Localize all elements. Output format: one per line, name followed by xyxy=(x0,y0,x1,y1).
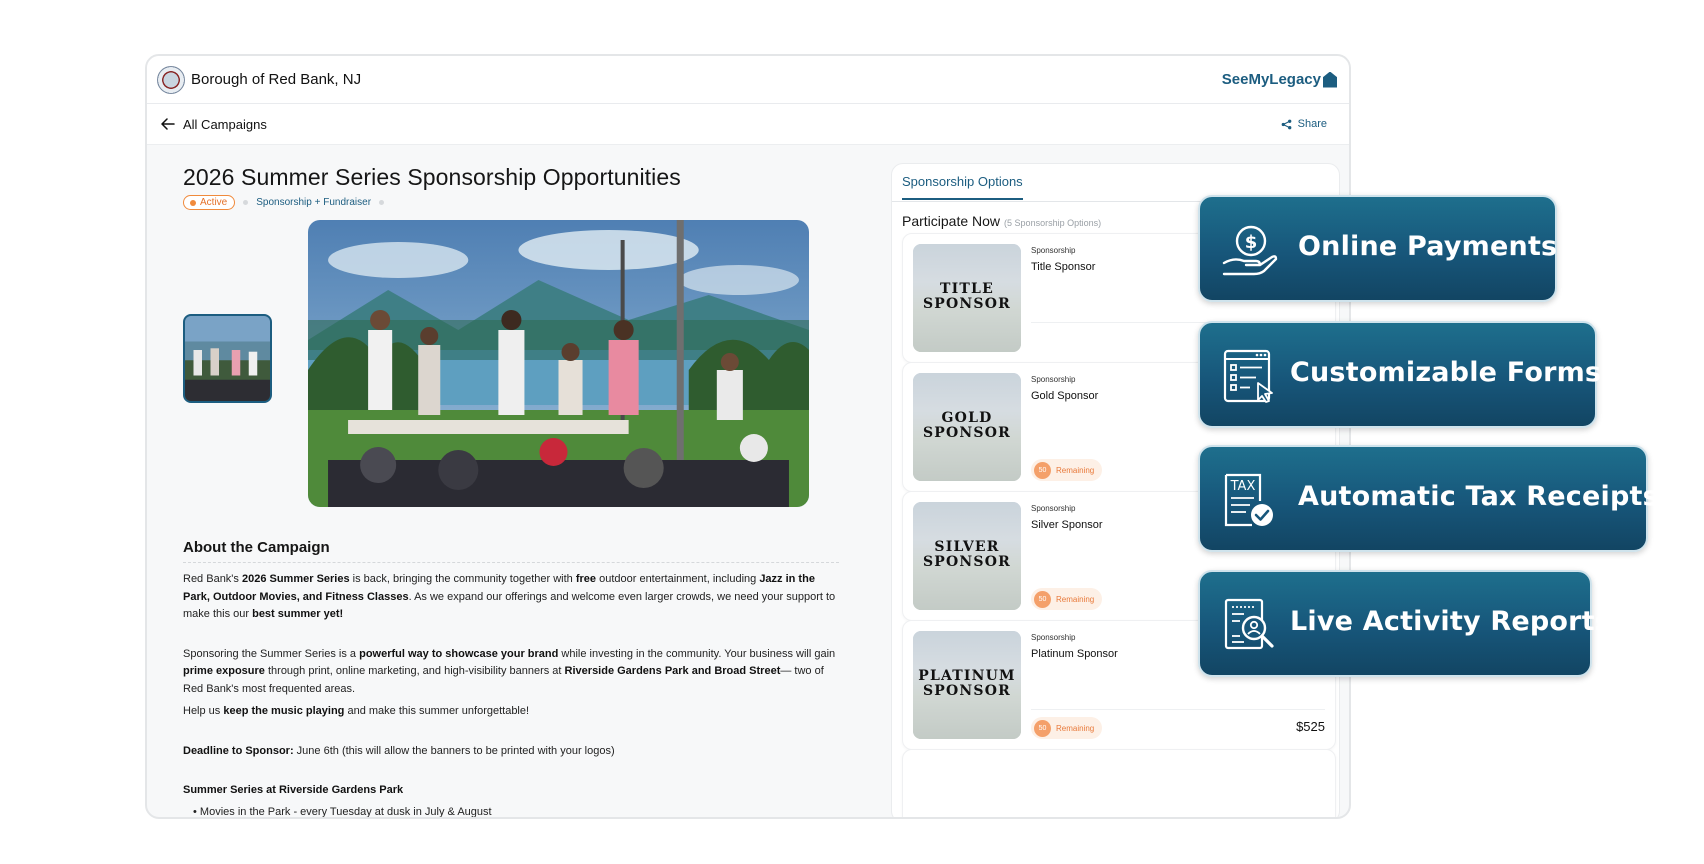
sponsor-price: $525 xyxy=(1296,719,1325,734)
about-paragraph-1 xyxy=(183,571,839,624)
image-text-line: TITLE xyxy=(940,281,994,297)
sponsor-image-text xyxy=(913,411,1021,441)
back-to-campaigns-link[interactable] xyxy=(161,117,267,132)
image-text-line: SPONSOR xyxy=(923,425,1011,441)
feature-customizable-forms xyxy=(1198,321,1602,428)
brand-name: SeeMyLegacy xyxy=(1221,71,1321,88)
sponsor-image xyxy=(913,373,1021,481)
thumbnail-photo xyxy=(185,316,270,401)
campaign-type: Sponsorship + Fundraiser xyxy=(256,197,372,208)
image-text-line: SPONSOR xyxy=(923,683,1011,699)
status-dot-icon xyxy=(190,200,196,206)
sponsor-image-text xyxy=(913,540,1021,570)
separator-dot xyxy=(243,200,248,205)
image-text-line: GOLD xyxy=(941,410,993,426)
sponsor-name: Title Sponsor xyxy=(1031,261,1096,273)
deadline-text xyxy=(183,743,839,761)
remaining-label: Remaining xyxy=(1056,723,1095,733)
participate-title: Participate Now xyxy=(902,213,1001,229)
remaining-badge xyxy=(1031,588,1102,610)
feature-label: Online Payments xyxy=(1298,231,1558,262)
tab-sponsorship-options[interactable]: Sponsorship Options xyxy=(902,174,1023,200)
borough-seal-icon xyxy=(157,66,185,94)
text-run: Red Bank's xyxy=(183,573,242,585)
remaining-count: 50 xyxy=(1034,720,1051,737)
form-cursor-icon xyxy=(1220,347,1278,405)
arrow-left-icon xyxy=(161,118,175,130)
house-icon xyxy=(1323,72,1337,88)
feature-tax-receipts xyxy=(1198,445,1659,552)
bold-run: best summer yet! xyxy=(252,608,344,620)
gallery-thumbnail[interactable] xyxy=(183,314,272,403)
separator-dot xyxy=(379,200,384,205)
sub-bar xyxy=(147,104,1349,145)
svg-text:TAX: TAX xyxy=(1230,479,1256,494)
share-icon xyxy=(1281,119,1292,130)
remaining-badge xyxy=(1031,717,1102,739)
image-text-line: SPONSOR xyxy=(923,554,1011,570)
text-run: through print, online marketing, and high-visibility banners at xyxy=(264,665,565,677)
text-run: Sponsoring the Summer Series is a xyxy=(183,647,360,660)
tax-receipt-icon xyxy=(1220,471,1278,529)
sponsor-kind: Sponsorship xyxy=(1031,504,1076,513)
hero-photo xyxy=(308,220,809,507)
sponsor-card-partial[interactable] xyxy=(902,749,1336,819)
remaining-badge xyxy=(1031,459,1102,481)
sponsor-name: Platinum Sponsor xyxy=(1031,648,1118,660)
sponsor-image xyxy=(913,244,1021,352)
org-name: Borough of Red Bank, NJ xyxy=(191,71,362,88)
feature-label: Customizable Forms xyxy=(1290,357,1602,388)
share-button[interactable] xyxy=(1281,118,1327,130)
share-label: Share xyxy=(1297,118,1327,130)
deadline-value: June 6th (this will allow the banners to be printed with your logos) xyxy=(293,744,615,757)
sponsor-kind: Sponsorship xyxy=(1031,246,1076,255)
bold-run: Jazz in the Park, Outdoor Movies, and Fitness Classes xyxy=(183,573,815,603)
hand-dollar-icon xyxy=(1220,221,1278,279)
bold-run: prime exposure xyxy=(183,665,265,677)
remaining-count: 50 xyxy=(1034,462,1051,479)
top-bar xyxy=(147,56,1349,104)
remaining-count: 50 xyxy=(1034,591,1051,608)
brand-logo[interactable] xyxy=(1222,71,1337,88)
list-item-text: Movies in the Park - every Tuesday at dusk in July & August xyxy=(199,805,492,818)
sponsor-image xyxy=(913,502,1021,610)
text-run: and make this summer unforgettable! xyxy=(344,705,530,717)
about-paragraph-3 xyxy=(183,703,839,721)
sponsor-image-text xyxy=(913,282,1021,312)
feature-activity-reports xyxy=(1198,570,1612,677)
feature-label: Live Activity Reports xyxy=(1290,606,1612,637)
image-text-line: SILVER xyxy=(934,539,1000,555)
about-title: About the Campaign xyxy=(183,539,330,556)
bold-run: 2026 Summer Series xyxy=(241,573,350,585)
text-run: outdoor entertainment, including xyxy=(596,573,760,585)
image-text-line: SPONSOR xyxy=(923,296,1011,312)
section-heading xyxy=(183,782,839,800)
feature-online-payments xyxy=(1198,195,1557,302)
about-section xyxy=(183,539,839,818)
sponsor-kind: Sponsorship xyxy=(1031,633,1076,642)
bold-run: Riverside Gardens Park and Broad Street xyxy=(564,665,781,677)
about-paragraph-2 xyxy=(183,646,839,699)
sponsor-image-text xyxy=(913,669,1021,699)
app-window xyxy=(145,54,1351,819)
sponsor-image xyxy=(913,631,1021,739)
deadline-label: Deadline to Sponsor: xyxy=(183,744,294,757)
campaign-meta xyxy=(183,195,839,210)
options-count: (5 Sponsorship Options) xyxy=(1004,218,1102,228)
campaign-details xyxy=(183,164,839,818)
text-run: is back, bringing the community together with xyxy=(349,573,576,585)
feature-label: Automatic Tax Receipts xyxy=(1298,481,1659,512)
card-divider xyxy=(1031,709,1325,710)
image-text-line: PLATINUM xyxy=(918,668,1016,684)
remaining-label: Remaining xyxy=(1056,465,1095,475)
about-divider xyxy=(183,562,839,563)
sponsor-name: Gold Sponsor xyxy=(1031,390,1099,402)
page-title: 2026 Summer Series Sponsorship Opportunities xyxy=(183,164,681,190)
bold-run: free xyxy=(575,573,597,585)
sponsor-name: Silver Sponsor xyxy=(1031,519,1103,531)
sponsor-kind: Sponsorship xyxy=(1031,375,1076,384)
text-run: — two of Red Bank's most frequented areas. xyxy=(183,665,824,695)
bold-run: keep the music playing xyxy=(223,705,345,717)
svg-text:$: $ xyxy=(1244,232,1258,253)
report-search-icon xyxy=(1220,596,1278,654)
remaining-label: Remaining xyxy=(1056,594,1095,604)
text-run: while investing in the community. Your business will gain xyxy=(558,647,836,660)
list-item: • Movies in the Park - every Tuesday at dusk in July & August xyxy=(193,805,492,818)
jazz-band-photo xyxy=(308,220,809,507)
bold-run: powerful way to showcase your brand xyxy=(359,647,559,660)
text-run: Help us xyxy=(183,705,224,717)
org-header[interactable] xyxy=(157,66,361,94)
status-label: Active xyxy=(200,197,228,208)
status-badge xyxy=(183,195,235,210)
back-label: All Campaigns xyxy=(183,116,267,132)
text-run: . As we expand our offerings and welcome even larger crowds, we need your support to make this our xyxy=(183,590,836,620)
section-heading-text: Summer Series at Riverside Gardens Park xyxy=(183,784,404,796)
